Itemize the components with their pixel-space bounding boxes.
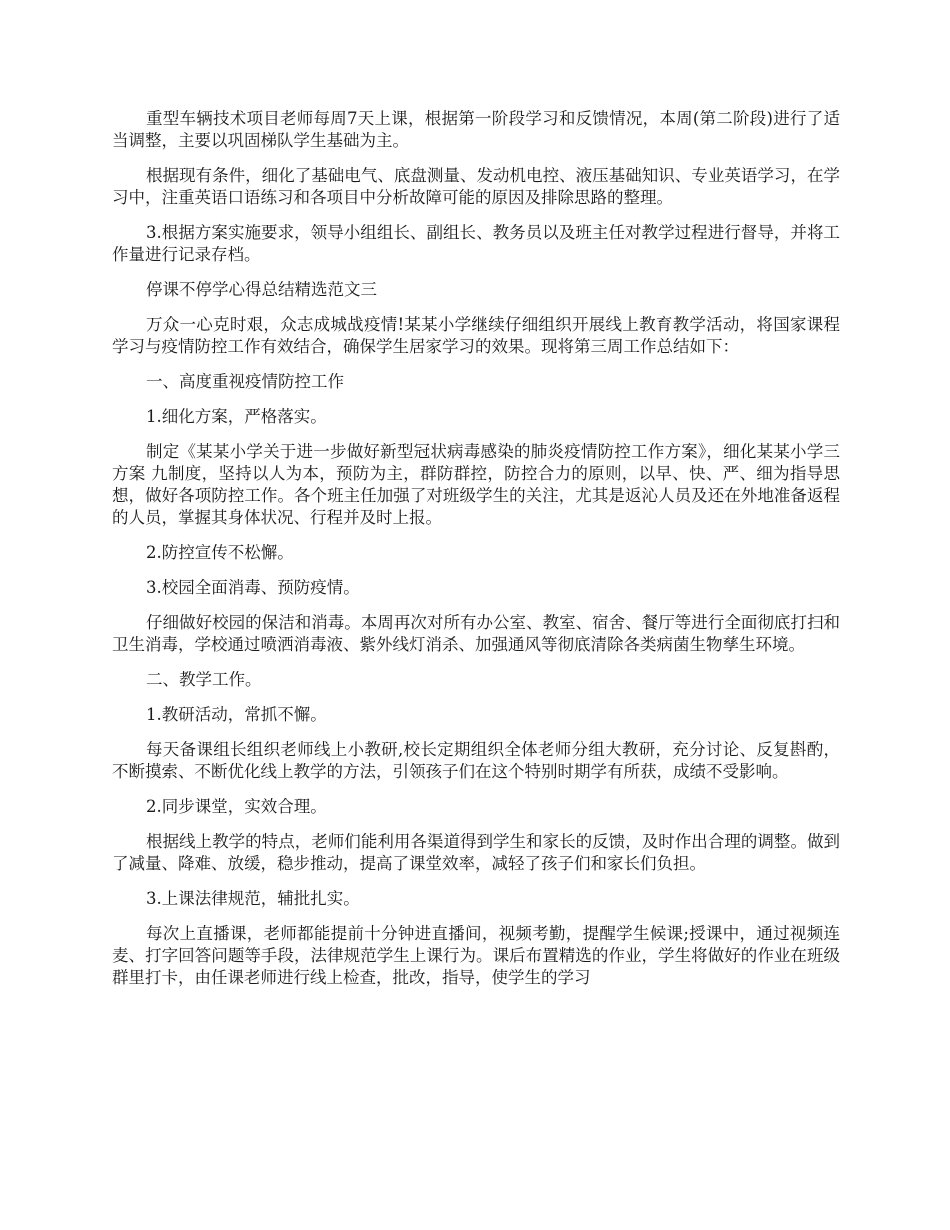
heading-epidemic-prevention: 一、高度重视疫情防控工作 <box>146 372 344 391</box>
subheading-disinfection: 3.校园全面消毒、预防疫情。 <box>146 578 360 597</box>
paragraph-intro: 万众一心克时艰，众志成城战疫情!某某小学继续仔细组织开展线上教育教学活动，将国家课程学习与疫情防控工作有效结合，确保学生居家学习的效果。现将第三周工作总结如下： <box>112 315 840 356</box>
document-page <box>112 108 840 1002</box>
paragraph-disinfection: 仔细做好校园的保洁和消毒。本周再次对所有办公室、教室、宿舍、餐厅等进行全面彻底打扫和卫生消毒，学校通过喷洒消毒液、紫外线灯消杀、加强通风等彻底清除各类病菌生物孳生环境。 <box>112 613 840 654</box>
paragraph-synchronous-class: 根据线上教学的特点，老师们能利用各渠道得到学生和家长的反馈，及时作出合理的调整。做到了减量、降难、放缓，稳步推动，提高了课堂效率，减轻了孩子们和家长们负担。 <box>112 832 840 873</box>
paragraph-supervision: 3.根据方案实施要求，领导小组组长、副组长、教务员以及班主任对教学过程进行督导，并将工作量进行记录存档。 <box>112 223 840 264</box>
paragraph-heavy-vehicle-schedule: 重型车辆技术项目老师每周7天上课，根据第一阶段学习和反馈情况，本周(第二阶段)进行了适当调整，主要以巩固梯队学生基础为主。 <box>112 109 840 150</box>
section-title-sample-three: 停课不停学心得总结精选范文三 <box>146 280 377 299</box>
subheading-refine-plan: 1.细化方案，严格落实。 <box>146 407 327 426</box>
paragraph-live-class: 每次上直播课，老师都能提前十分钟进直播间，视频考勤，提醒学生候课;授课中，通过视频连麦、打字回答问题等手段，法律规范学生上课行为。课后布置精选的作业，学生将做好的作业在班级群里打卡，由任课老师进行线上检查，批改，指导，使学生的学习 <box>112 924 840 987</box>
subheading-teaching-research: 1.教研活动，常抓不懈。 <box>146 705 327 724</box>
paragraph-teaching-research: 每天备课组长组织老师线上小教研,校长定期组织全体老师分组大教研，充分讨论、反复斟酌，不断摸索、不断优化线上教学的方法，引领孩子们在这个特别时期学有所获，成绩不受影响。 <box>112 740 840 781</box>
paragraph-prevention-plan: 制定《某某小学关于进一步做好新型冠状病毒感染的肺炎疫情防控工作方案》，细化某某小学三方案 九制度，坚持以人为本，预防为主，群防群控，防控合力的原则，以早、快、严、细为指导思想，做好各项防控工作。各个班主任加强了对班级学生的关注，尤其是返沁人员及还在外地准备返程的人员，掌握其身体状况、行程并及时上报。 <box>112 442 840 527</box>
subheading-class-standards: 3.上课法律规范，辅批扎实。 <box>146 889 360 908</box>
heading-teaching-work: 二、教学工作。 <box>146 670 262 689</box>
subheading-synchronous-class: 2.同步课堂，实效合理。 <box>146 797 327 816</box>
subheading-publicity: 2.防控宣传不松懈。 <box>146 543 294 562</box>
paragraph-course-details: 根据现有条件，细化了基础电气、底盘测量、发动机电控、液压基础知识、专业英语学习，在学习中，注重英语口语练习和各项目中分析故障可能的原因及排除思路的整理。 <box>112 166 840 207</box>
